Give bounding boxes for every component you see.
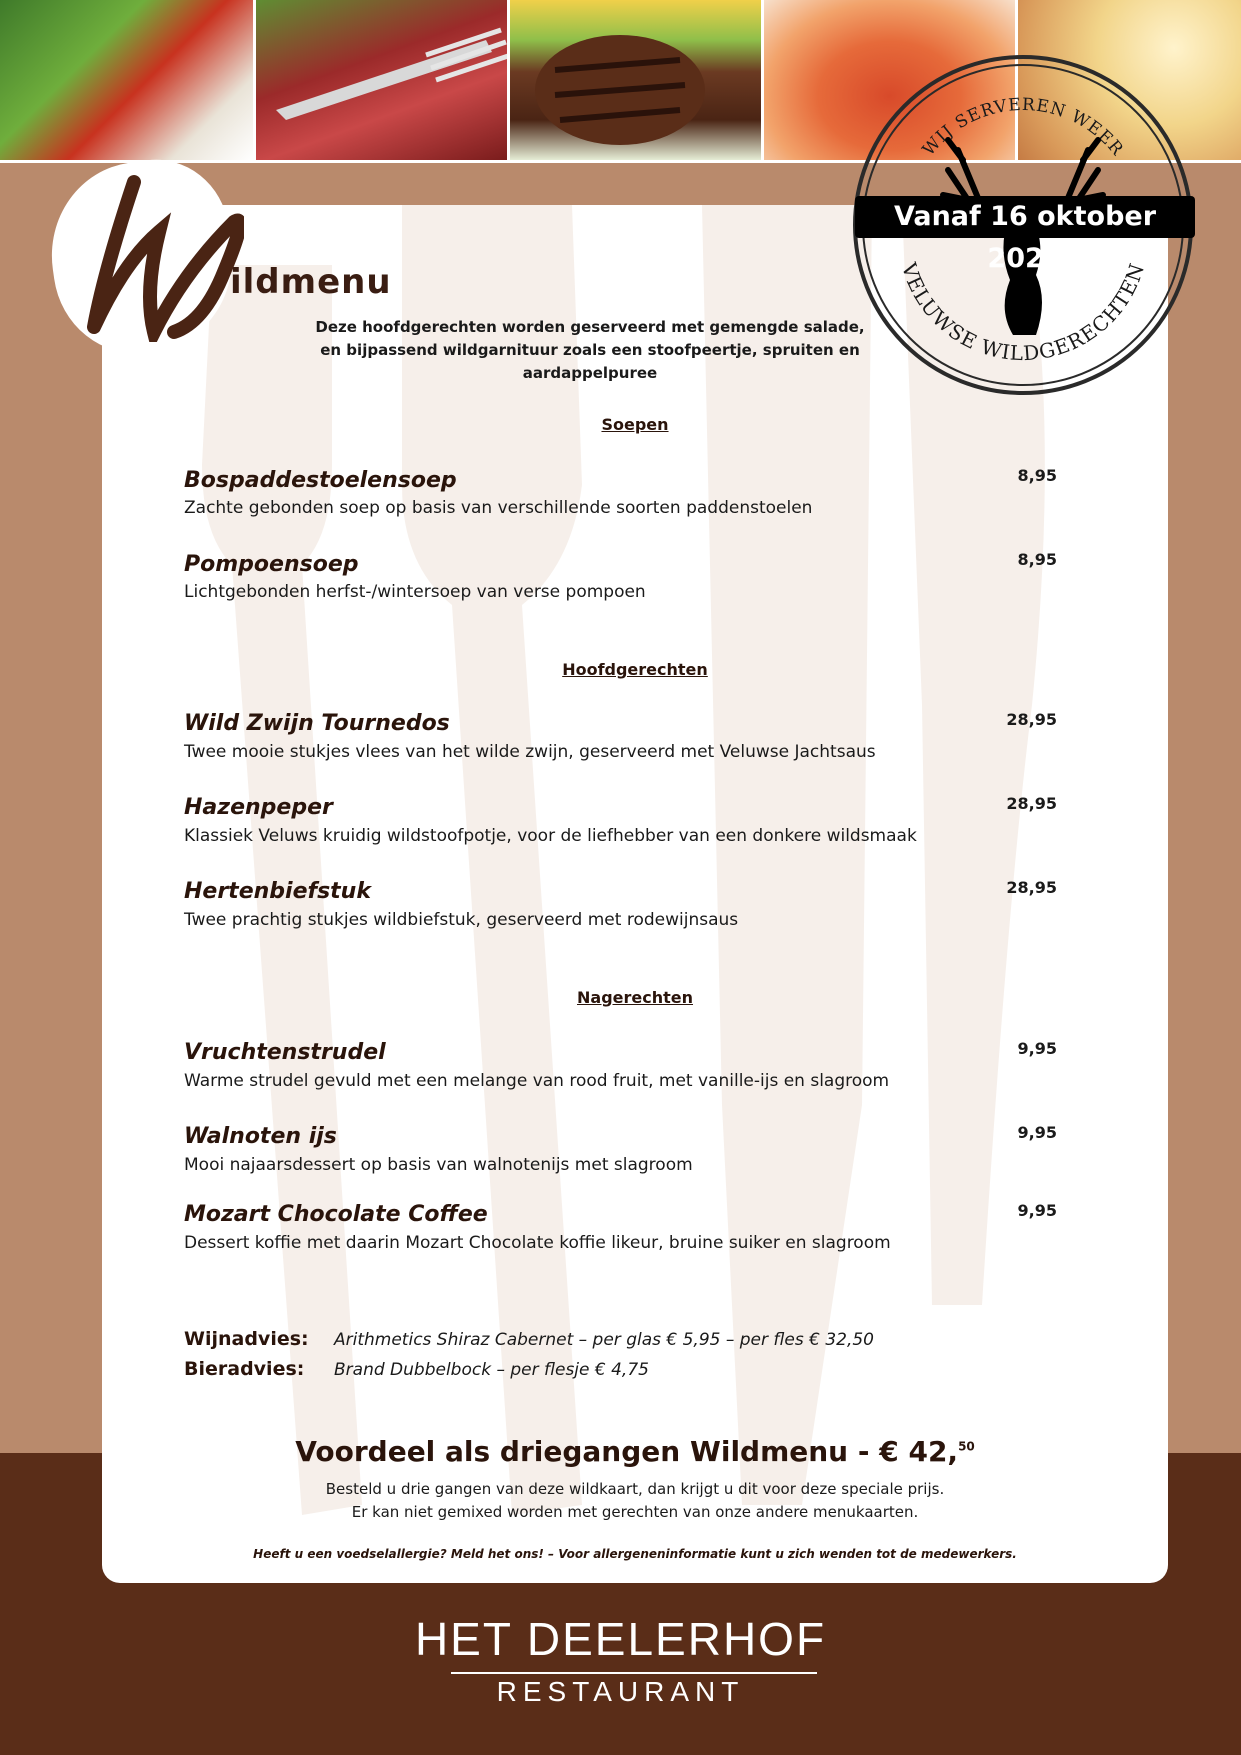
- dish-description: Dessert koffie met daarin Mozart Chocolate koffie likeur, bruine suiker en slagroom: [184, 1233, 891, 1253]
- dish-price: 28,95: [1006, 878, 1057, 897]
- dish-description: Lichtgebonden herfst-/wintersoep van verse pompoen: [184, 582, 646, 602]
- salad-photo: [0, 0, 256, 160]
- dish-name: Hertenbiefstuk: [184, 879, 371, 904]
- dish-price: 9,95: [1017, 1039, 1057, 1058]
- dish-name: Mozart Chocolate Coffee: [184, 1202, 488, 1227]
- svg-text:WIJ SERVEREN WEER: [919, 95, 1128, 160]
- dish-name: Hazenpeper: [184, 795, 333, 820]
- dish-price: 28,95: [1006, 710, 1057, 729]
- wine-advice-text: Arithmetics Shiraz Cabernet – per glas € 5,95 – per fles € 32,50: [334, 1330, 874, 1350]
- dish-name: Bospaddestoelensoep: [184, 468, 457, 493]
- brand-divider: [451, 1672, 817, 1674]
- allergy-note: Heeft u een voedselallergie? Meld het ons! – Voor allergeneninformatie kunt u zich wenden tot de medewerkers.: [253, 1547, 1017, 1561]
- dish-description: Twee prachtig stukjes wildbiefstuk, geserveerd met rodewijnsaus: [184, 910, 739, 930]
- dish-price: 8,95: [1017, 466, 1057, 485]
- dish-description: Klassiek Veluws kruidig wildstoofpotje, voor de liefhebber van een donkere wildsmaak: [184, 826, 917, 846]
- dish-price: 28,95: [1006, 794, 1057, 813]
- intro-line-1: Deze hoofdgerechten worden geserveerd met gemengde salade,: [315, 318, 865, 336]
- dish-name: Walnoten ijs: [184, 1124, 337, 1149]
- carpaccio-photo: [256, 0, 510, 160]
- brand-subtitle: RESTAURANT: [496, 1676, 745, 1707]
- promo-title: [102, 1435, 1168, 1468]
- dish-description: Zachte gebonden soep op basis van verschillende soorten paddenstoelen: [184, 498, 813, 518]
- brand-name: HET DEELERHOF: [414, 1613, 827, 1665]
- dish-name: Wild Zwijn Tournedos: [184, 711, 450, 736]
- steak-photo: [510, 0, 764, 160]
- wine-advice-label: Wijnadvies:: [184, 1328, 309, 1350]
- stamp-bottom-text: VELUWSE WILDGERECHTEN: [896, 259, 1150, 366]
- dish-name: Pompoensoep: [184, 552, 359, 577]
- promo-line-1: Besteld u drie gangen van deze wildkaart, dan krijgt u dit voor deze speciale prijs.: [325, 1480, 945, 1498]
- stamp-top-text: WIJ SERVEREN WEER: [918, 94, 1128, 160]
- dish-price: 9,95: [1017, 1201, 1057, 1220]
- promo-cents: 50: [958, 1439, 975, 1454]
- section-heading-mains: Hoofdgerechten: [562, 660, 708, 679]
- promo-title-text: Voordeel als driegangen Wildmenu - € 42,: [295, 1435, 959, 1468]
- promo-line-2: Er kan niet gemixed worden met gerechten van onze andere menukaarten.: [351, 1503, 919, 1521]
- stamp-date-banner: Vanaf 16 oktober 2025: [855, 196, 1195, 238]
- dish-description: Mooi najaarsdessert op basis van walnotenijs met slagroom: [184, 1155, 693, 1175]
- dish-price: 8,95: [1017, 550, 1057, 569]
- dish-name: Vruchtenstrudel: [184, 1040, 386, 1065]
- menu-title: ildmenu: [230, 262, 392, 302]
- intro-text: [260, 316, 920, 385]
- dish-description: Warme strudel gevuld met een melange van rood fruit, met vanille-ijs en slagroom: [184, 1071, 890, 1091]
- section-heading-desserts: Nagerechten: [577, 988, 693, 1007]
- dish-price: 9,95: [1017, 1123, 1057, 1142]
- dish-description: Twee mooie stukjes vlees van het wilde zwijn, geserveerd met Veluwse Jachtsaus: [184, 742, 876, 762]
- intro-line-2: en bijpassend wildgarnituur zoals een stoofpeertje, spruiten en aardappelpuree: [320, 341, 860, 382]
- section-heading-soups: Soepen: [601, 415, 669, 434]
- logo-w-icon: [64, 162, 244, 342]
- beer-advice-label: Bieradvies:: [184, 1358, 305, 1380]
- fork-image: [256, 0, 510, 160]
- beer-advice-text: Brand Dubbelbock – per flesje € 4,75: [334, 1360, 649, 1380]
